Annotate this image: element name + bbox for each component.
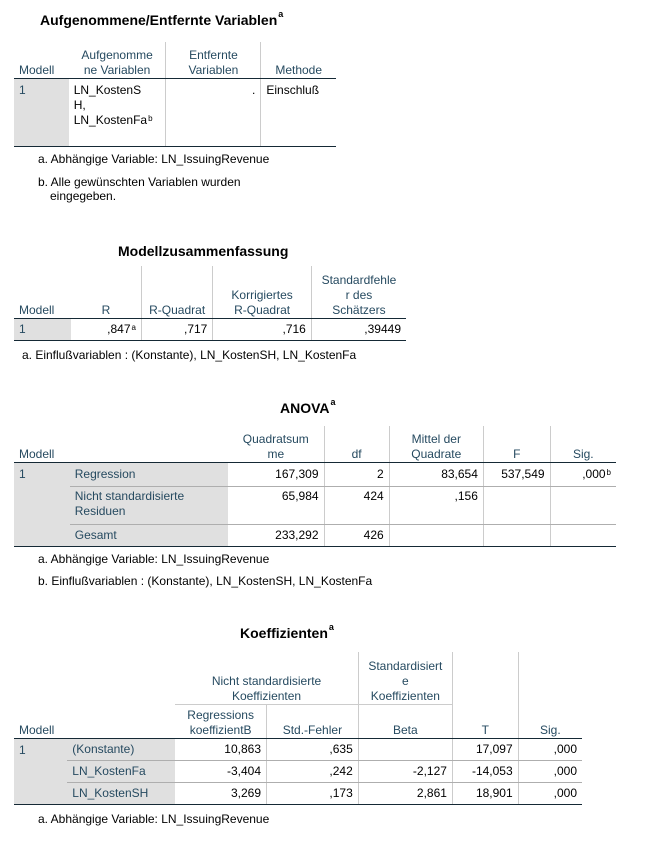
summary-table: [14, 266, 406, 341]
summary-row-model: 1: [14, 318, 71, 340]
summary-table-title: Modellzusammenfassung: [118, 243, 289, 259]
coef-std-l3: Koeffizienten: [370, 688, 440, 703]
coef-unstd-l2: Koeffizienten: [231, 688, 302, 703]
anova-header-ms-l1: Mittel der: [411, 431, 461, 446]
coef-row-b: 3,269: [175, 782, 266, 804]
coef-row-b: -3,404: [175, 760, 266, 782]
vars-footnote-a: a. Abhängige Variable: LN_IssuingRevenue: [38, 152, 270, 166]
anova-row-ms: [389, 524, 483, 546]
anova-header-sig: Sig.: [550, 426, 616, 462]
coef-header-beta: Beta: [358, 704, 452, 738]
vars-entered-l3: LN_KostenFa: [73, 112, 148, 127]
coef-table-title: [240, 622, 334, 641]
coef-row-t: -14,053: [452, 760, 518, 782]
anova-row-ms: ,156: [389, 486, 483, 524]
anova-table-title: [280, 397, 336, 416]
coef-row-beta: [358, 738, 452, 760]
coef-header-t: T: [452, 652, 518, 738]
anova-row-df: 426: [324, 524, 389, 546]
vars-row-model: 1: [14, 78, 69, 146]
coef-row-se: ,635: [267, 738, 359, 760]
vars-entered-sup: b: [148, 113, 153, 123]
summary-header-r2: R-Quadrat: [141, 266, 212, 318]
anova-residual-l2: Residuen: [74, 503, 126, 518]
coef-row-beta: -2,127: [358, 760, 452, 782]
summary-header-se-l2: r des: [345, 287, 373, 302]
anova-header-ms-l2: Quadrate: [411, 446, 462, 461]
anova-row-label: Gesamt: [70, 524, 228, 546]
vars-header-method: Methode: [261, 42, 336, 78]
coef-row-sig: ,000: [518, 738, 582, 760]
vars-entered-l1: LN_KostenS: [73, 82, 142, 97]
anova-row-model: 1: [14, 462, 70, 546]
coef-header-b-l1: Regressions: [187, 707, 254, 722]
anova-row-f: [483, 486, 550, 524]
vars-header-entered: [69, 42, 166, 78]
vars-table: [14, 42, 336, 147]
summary-row-se: ,39449: [311, 318, 406, 340]
anova-row-ss: 167,309: [228, 462, 324, 486]
anova-row-label: [70, 486, 228, 524]
summary-header-se: [311, 266, 406, 318]
anova-header-model: Modell: [14, 426, 70, 462]
vars-entered-l2: H,: [73, 97, 86, 112]
coef-header-blank: [67, 652, 175, 738]
coef-footnote: a. Abhängige Variable: LN_IssuingRevenue: [38, 812, 270, 826]
vars-header-removed: [166, 42, 261, 78]
anova-footnote-a: a. Abhängige Variable: LN_IssuingRevenue: [38, 552, 270, 566]
vars-row-entered: [69, 78, 166, 146]
anova-row-sig: [550, 462, 616, 486]
vars-title-sup: a: [278, 9, 284, 19]
coef-row-label: LN_KostenSH: [67, 782, 175, 804]
anova-header-f: F: [483, 426, 550, 462]
summary-header-se-l1: Standardfehle: [321, 272, 397, 287]
coef-header-std-group: [358, 652, 452, 704]
vars-header-model: Modell: [14, 42, 69, 78]
anova-row-f: 537,549: [483, 462, 550, 486]
vars-row-method: Einschluß: [261, 78, 336, 146]
coef-table: [14, 652, 582, 805]
vars-header-entered-l1: Aufgenomme: [81, 47, 153, 62]
vars-footnote-b: b. Alle gewünschten Variablen wurden: [38, 175, 241, 189]
coef-title-text: Koeffizienten: [240, 625, 328, 641]
coef-header-se: Std.-Fehler: [267, 704, 359, 738]
coef-row-se: ,242: [267, 760, 359, 782]
summary-row-r: [71, 318, 142, 340]
anova-header-blank: [70, 426, 228, 462]
coef-std-l2: e: [402, 673, 409, 688]
coef-row-se: ,173: [267, 782, 359, 804]
anova-sig-sup: b: [606, 467, 611, 477]
anova-row-sig: [550, 486, 616, 524]
anova-header-ss-l2: me: [267, 446, 285, 461]
coef-row-sig: ,000: [518, 782, 582, 804]
coef-header-b: [175, 704, 266, 738]
anova-row-ss: 233,292: [228, 524, 324, 546]
coef-header-sig: Sig.: [518, 652, 582, 738]
vars-title-text: Aufgenommene/Entfernte Variablen: [40, 12, 278, 28]
summary-header-model: Modell: [14, 266, 71, 318]
summary-footnote: a. Einflußvariablen : (Konstante), LN_KostenSH, LN_KostenFa: [22, 348, 357, 362]
summary-header-adj-l1: Korrigiertes: [231, 287, 293, 302]
anova-table: [14, 426, 616, 547]
vars-header-removed-l2: Variablen: [188, 62, 239, 77]
summary-row-r2: ,717: [141, 318, 212, 340]
summary-r-value: ,847: [107, 321, 131, 336]
coef-unstd-l1: Nicht standardisierte: [211, 673, 322, 688]
summary-header-adj-r2: [213, 266, 312, 318]
coef-row-t: 18,901: [452, 782, 518, 804]
coef-title-sup: a: [328, 622, 334, 632]
coef-row-label: LN_KostenFa: [67, 760, 175, 782]
anova-sig-value: ,000: [582, 466, 606, 481]
coef-row-beta: 2,861: [358, 782, 452, 804]
anova-header-df: df: [324, 426, 389, 462]
anova-title-sup: a: [330, 397, 336, 407]
anova-header-ss: [228, 426, 324, 462]
coef-header-model: Modell: [14, 652, 67, 738]
anova-row-sig: [550, 524, 616, 546]
summary-r-sup: a: [131, 322, 136, 332]
anova-header-ss-l1: Quadratsum: [242, 431, 309, 446]
coef-header-unstd-group: [175, 652, 358, 704]
coef-row-model: 1: [14, 738, 67, 804]
anova-title-text: ANOVA: [280, 400, 330, 416]
vars-row-removed: .: [166, 78, 261, 146]
coef-std-l1: Standardisiert: [368, 658, 443, 673]
summary-row-adj-r2: ,716: [213, 318, 312, 340]
anova-row-f: [483, 524, 550, 546]
anova-row-df: 2: [324, 462, 389, 486]
coef-header-b-l2: koeffizientB: [189, 722, 252, 737]
vars-header-removed-l1: Entfernte: [189, 47, 238, 62]
summary-header-r: R: [71, 266, 142, 318]
coef-row-t: 17,097: [452, 738, 518, 760]
coef-row-label: (Konstante): [67, 738, 175, 760]
coef-row-sig: ,000: [518, 760, 582, 782]
vars-table-title: [40, 9, 284, 28]
coef-row-b: 10,863: [175, 738, 266, 760]
anova-row-label: Regression: [70, 462, 228, 486]
vars-header-entered-l2: ne Variablen: [83, 62, 151, 77]
anova-row-ms: 83,654: [389, 462, 483, 486]
anova-footnote-b: b. Einflußvariablen : (Konstante), LN_KostenSH, LN_KostenFa: [38, 574, 373, 588]
summary-header-adj-l2: R-Quadrat: [234, 302, 291, 317]
summary-header-se-l3: Schätzers: [332, 302, 386, 317]
anova-header-ms: [389, 426, 483, 462]
anova-row-df: 424: [324, 486, 389, 524]
anova-residual-l1: Nicht standardisierte: [74, 488, 185, 503]
anova-row-ss: 65,984: [228, 486, 324, 524]
vars-footnote-b-cont: eingegeben.: [50, 189, 117, 203]
